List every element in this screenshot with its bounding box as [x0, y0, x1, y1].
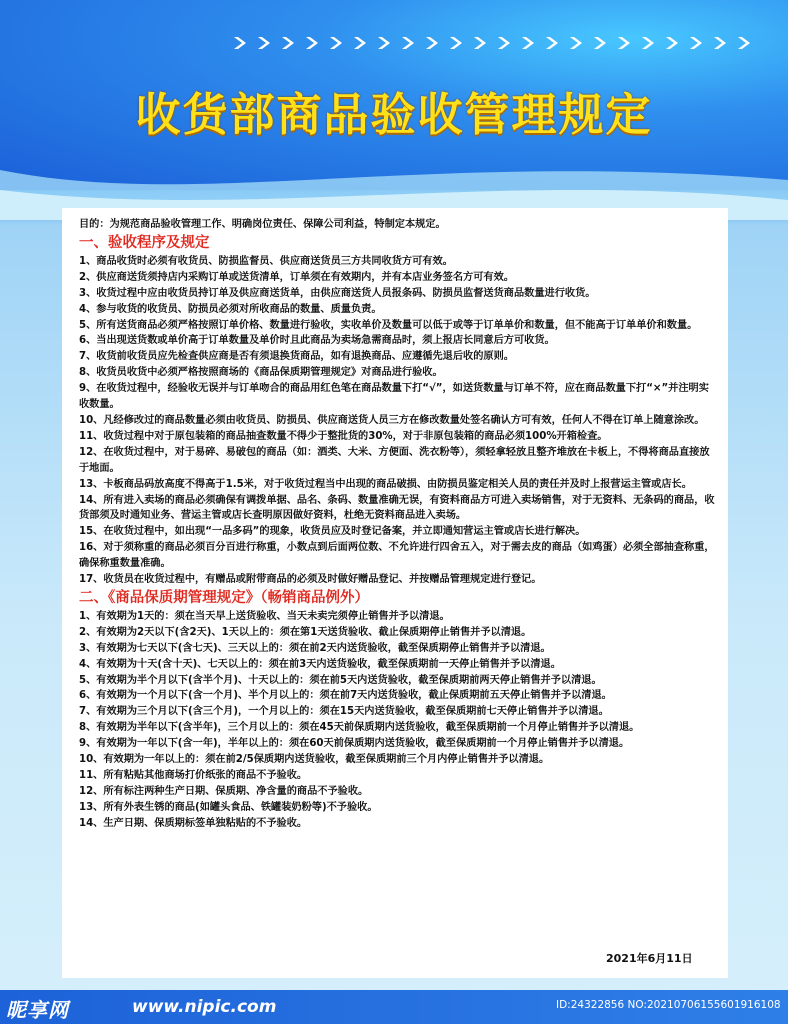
list-item: 4、有效期为十天(含十天)、七天以上的：须在前3天内送货验收，截至保质期前一天停止销售并予以清退。 — [79, 658, 561, 670]
list-item: 12、所有标注两种生产日期、保质期、净含量的商品不予验收。 — [79, 785, 369, 797]
list-item: 12、在收货过程中，对于易碎、易破包的商品（如：酒类、大米、方便面、洗衣粉等），须轻拿轻放且整齐堆放在卡板上，不得将商品直接放于地面。 — [79, 446, 710, 474]
list-item: 10、凡经修改过的商品数量必须由收货员、防损员、供应商送货人员三方在修改数量处签名确认方可有效，任何人不得在订单上随意涂改。 — [79, 414, 705, 426]
list-item: 8、有效期为半年以下(含半年)，三个月以上的：须在45天前保质期内送货验收，截至保质期前一个月停止销售并予以清退。 — [79, 722, 640, 734]
list-item: 4、参与收货的收货员、防损员必须对所收商品的数量、质量负责。 — [79, 303, 382, 315]
purpose-text: 目的：为规范商品验收管理工作、明确岗位责任、保障公司利益，特制定本规定。 — [79, 219, 446, 230]
list-item: 7、有效期为三个月以下(含三个月)，一个月以上的：须在15天内送货验收，截至保质期前七天停止销售并予以清退。 — [79, 706, 609, 718]
list-item: 16、对于须称重的商品必须百分百进行称重，小数点到后面两位数、不允许进行四舍五入，对于需去皮的商品（如鸡蛋）必须全部抽查称重，确保称重数量准确。 — [79, 542, 715, 570]
list-item: 7、收货前收货员应先检查供应商是否有须退换货商品，如有退换商品、应遵循先退后收的原则。 — [79, 351, 514, 363]
list-item: 5、所有送货商品必须严格按照订单价格、数量进行验收，实收单价及数量可以低于或等于订单单价和数量，但不能高于订单单价和数量。 — [79, 319, 698, 331]
list-item: 11、所有粘贴其他商场打价纸张的商品不予验收。 — [79, 770, 308, 781]
list-item: 5、有效期为半个月以下(含半个月)、十天以上的：须在前5天内送货验收，截至保质期前两天停止销售并予以清退。 — [79, 674, 602, 686]
list-item: 9、在收货过程中，经验收无误并与订单吻合的商品用红色笔在商品数量下打“√”，如送货数量与订单不符，应在商品数量下打“×”并注明实收数量。 — [79, 383, 709, 411]
watermark-logo: 昵享网 — [6, 998, 69, 1022]
list-item: 1、有效期为1天的：须在当天早上送货验收、当天未卖完须停止销售并予以清退。 — [79, 610, 450, 622]
list-item: 10、有效期为一年以上的：须在前2/5保质期内送货验收，截至保质期前三个月内停止销售并予以清退。 — [79, 754, 550, 766]
section-heading-2: 二、《商品保质期管理规定》（畅销商品例外） — [79, 589, 369, 606]
section-heading-1: 一、验收程序及规定 — [79, 234, 210, 251]
watermark-url: www.nipic.com — [132, 997, 277, 1017]
list-item: 6、有效期为一个月以下(含一个月)、半个月以上的：须在前7天内送货验收，截止保质期前五天停止销售并予以清退。 — [79, 690, 612, 702]
list-item: 13、所有外表生锈的商品(如罐头食品、铁罐装奶粉等)不予验收。 — [79, 801, 378, 813]
list-item: 9、有效期为一年以下(含一年)，半年以上的：须在60天前保质期内送货验收，截至保质期前一个月停止销售并予以清退。 — [79, 738, 630, 750]
list-item: 17、收货员在收货过程中，有赠品或附带商品的必须及时做好赠品登记、并按赠品管理规定进行登记。 — [79, 574, 542, 586]
issue-date: 2021年6月11日 — [606, 952, 693, 965]
list-item: 6、当出现送货数或单价高于订单数量及单价时且此商品为卖场急需商品时，须上报店长同意后方可收货。 — [79, 335, 555, 347]
list-item: 3、有效期为七天以下(含七天)、三天以上的：须在前2天内送货验收，截至保质期停止销售并予以清退。 — [79, 642, 551, 654]
watermark-id: ID:24322856 NO:20210706155601916108 — [556, 999, 781, 1011]
list-item: 11、收货过程中对于原包装箱的商品抽查数量不得少于整批货的30%，对于非原包装箱的商品必须100%开箱检查。 — [79, 430, 608, 442]
list-item: 8、收货员收货中必须严格按照商场的《商品保质期管理规定》对商品进行验收。 — [79, 367, 443, 379]
list-item: 15、在收货过程中，如出现“一品多码”的现象，收货员应及时登记备案，并立即通知营运主管或店长进行解决。 — [79, 526, 586, 538]
list-item: 2、有效期为2天以下(含2天)、1天以上的：须在第1天送货验收、截止保质期停止销售并予以清退。 — [79, 626, 532, 638]
list-item: 3、收货过程中应由收货员持订单及供应商送货单，由供应商送货人员报条码、防损员监督送货商品数量进行收货。 — [79, 287, 596, 299]
chevron-arrows-decoration — [232, 36, 754, 52]
list-item: 2、供应商送货须持店内采购订单或送货清单，订单须在有效期内，并有本店业务签名方可有效。 — [79, 271, 514, 283]
list-item: 14、所有进入卖场的商品必须确保有调拨单据、品名、条码、数量准确无误，有资料商品方可进入卖场销售，对于无资料、无条码的商品，收货部须及时通知业务、营运主管或店长查明原因做好资料，杜绝无资料商品进入卖场。 — [79, 494, 715, 522]
list-item: 14、生产日期、保质期标签单独粘贴的不予验收。 — [79, 817, 308, 829]
list-item: 13、卡板商品码放高度不得高于1.5米，对于收货过程当中出现的商品破损、由防损员鉴定相关人员的责任并及时上报营运主管或店长。 — [79, 478, 692, 490]
list-item: 1、商品收货时必须有收货员、防损监督员、供应商送货员三方共同收货方可有效。 — [79, 255, 453, 267]
page-title: 收货部商品验收管理规定 — [135, 88, 653, 141]
regulation-text — [79, 217, 719, 832]
